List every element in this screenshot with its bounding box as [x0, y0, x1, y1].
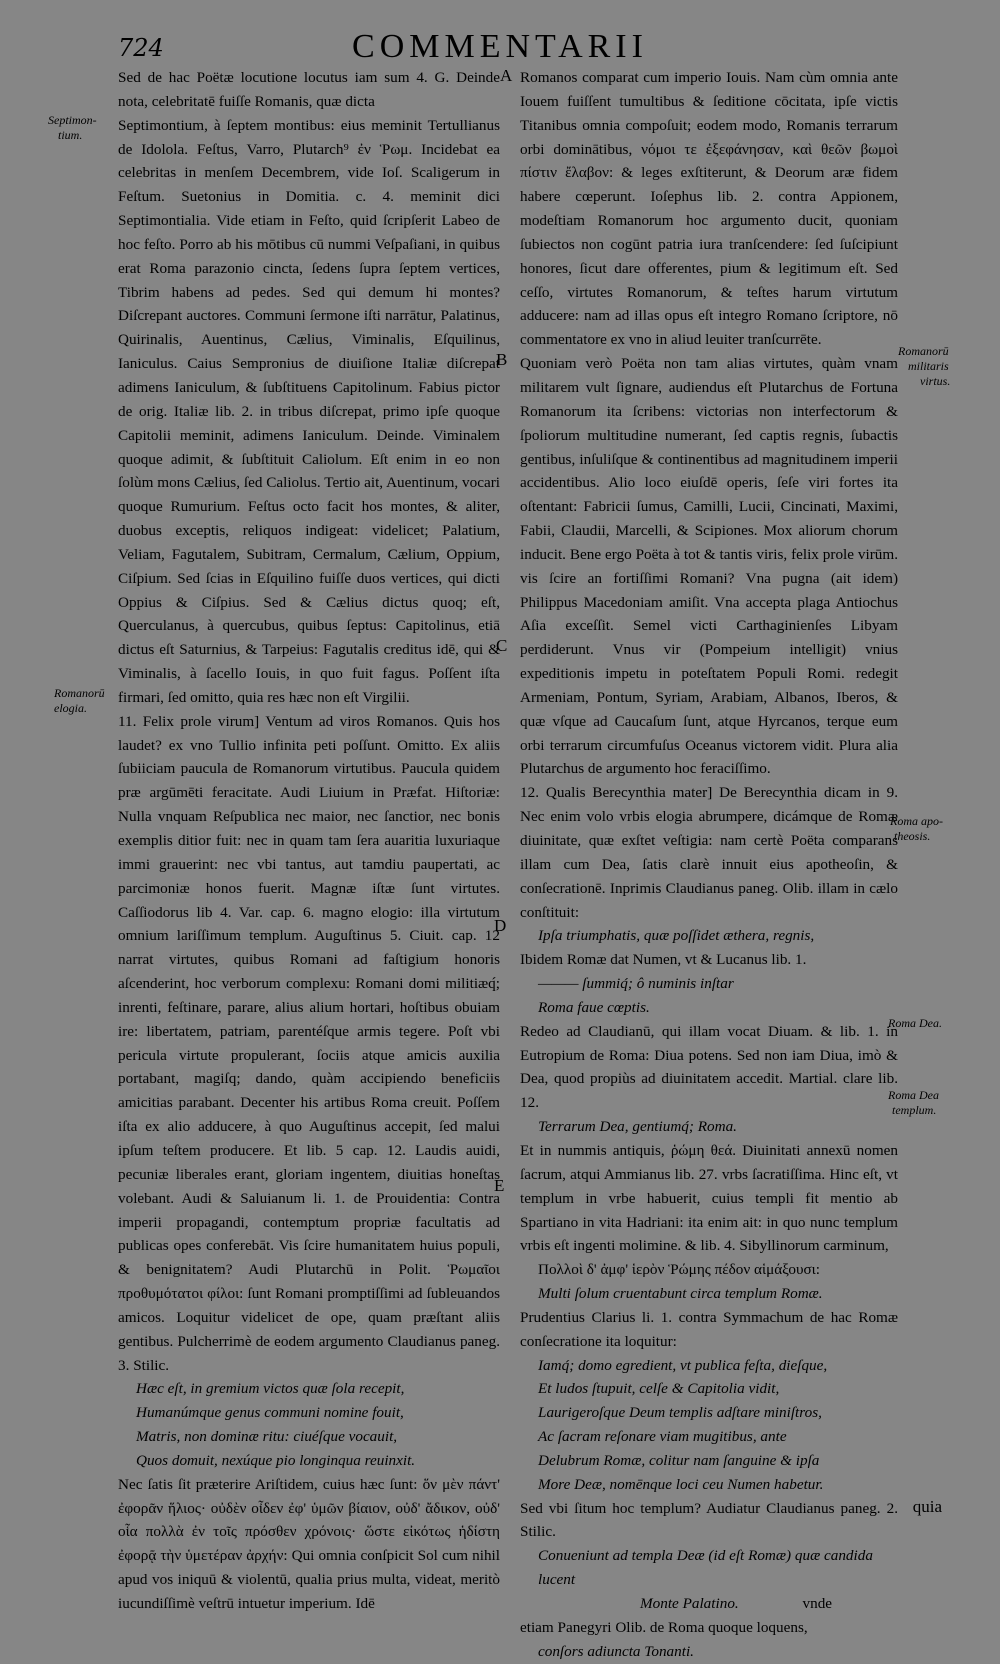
verse-line: More Deæ, nomēnque loci ceu Numen habetur. [538, 1475, 824, 1493]
margin-note-line: Septimon- [48, 113, 97, 127]
paragraph: Romanos comparat cum imperio Iouis. Nam cùm omnia ante Iouem fuiſſent tumultibus & ſeditione cōcitata, ipſe victis Titanibus omnia compoſuit; eodem modo, Romanis terrarum orbi dominātibus, νόμοι τε ἐξεφάνησαν, καὶ θεῶν βωμοὶ πίστιν ἔλαβον: & leges exſtiterunt, & Deorum aræ fidem habere cœperunt. Ioſephus lib. 2. contra Appionem, modeſtiam Romanorum hoc argumento ducit, quoniam ſubiectos non cogūnt patria iura tranſcendere: ſed ſuſcipiunt honores, ſicut dare offerentes, pium & legitimum eſt. Sed ceſſo, virtutes Romanorum, & teſtes harum virtutum adducere: nam ad illas opus eſt integro Romano ſcriptore, nō commentatore ex vno in aliud leuiter tranſcurrēte. [520, 69, 898, 349]
margin-note-line: Romanorū [898, 344, 949, 358]
margin-note-romanorum-elogia [54, 686, 105, 716]
paragraph: 11. Felix prole virum] Ventum ad viros Romanos. Quis hos laudet? ex vno Tullio infinita peti poſſunt. Omitto. Ex aliis ſubiiciam paucula de Romanorum virtutibus. Paucula quidem præ argūmēti feracitate. Audi Liuium in Præfat. Hiſtoriæ: Nulla vnquam Reſpublica nec maior, nec ſanctior, nec bonis exemplis ditior fuit: nec in quam tam ſera auaritia luxuriaque immi grauerint: nec vbi tantus, aut tamdiu paupertati, ac parcimoniæ honos fuerit. Magnæ iſtæ ſunt virtutes. Caſſiodorus lib 4. Var. cap. 6. magno elogio: illa virtutum omnium lariſſimum templum. Auguſtinus 5. Ciuit. cap. 12 narrat virtutes, quibus Romani ad faſtigium honoris aſcenderint, hoc verborum complexu: Romani domi militiæq́; inrenti, feſtinare, parare, alius alium hortari, hoſtibus obuiam ire: libertatem, patriam, parentéſque armis tegere. Poſt vbi pericula virtute propulerant, ſociis atque amicis auxilia portabant, magiſq; dando, quàm accipiendo beneficiis amicitias parabant. Decenter his artibus Roma creuit. Poſſem iſta ex alio adducere, à quo Auguſtinus accepit, ſed malui ipſum teſtem producere. Et lib. 5 cap. 12. Laudis auidi, pecuniæ liberales erant, gloriam ingentem, diuitias honeſtas volebant. Audi & Saluianum li. 1. de Prouidentia: Contra imperii propagandi, contemptum propriæ facultatis ad publicas opes conferebāt. Vis ſcire humanitatem huius populi, & benignitatem? Audi Plutarchū in Polit. Ῥωμαῖοι προθυμότατοι φίλοι: ſunt Romani promptiſſimi ad ſubleuandos amicos. Loquitur videlicet de ope, quam præſtant aliis gentibus. Pulcherrimè de eodem argumento Claudianus paneg. 3. Stilic. [118, 712, 500, 1374]
paragraph: Sed de hac Poëtæ locutione locutus iam sum 4. G. Deinde nota, celebritatē fuiſſe Romanis, quæ dicta [118, 69, 500, 110]
section-letter-d: D [494, 916, 507, 935]
verse-line: Hæc eſt, in gremium victos quæ ſola recepit, [136, 1380, 405, 1398]
greek-line: Πολλοὶ δ' ἀμφ' ἱερὸν Ῥώμης πέδον αἱμάξουσι: [538, 1261, 820, 1279]
verse-line: ——— ſummiq́; ô numinis inſtar [538, 975, 734, 993]
verse-line: Matris, non dominæ ritu: ciuéſque vocauit, [136, 1428, 398, 1446]
margin-note-line: militaris [908, 359, 949, 373]
running-title: COMMENTARII [352, 28, 648, 65]
verse-line: conſors adiuncta Tonanti. [538, 1642, 694, 1660]
verse-line: Multi ſolum cruentabunt circa templum Romæ. [538, 1285, 823, 1303]
page-number: 724 [118, 34, 164, 62]
verse-line [520, 1592, 898, 1616]
verse-line: Quos domuit, nexúque pio longinqua reuinxit. [136, 1451, 416, 1469]
margin-note-line: Romanorū [54, 686, 105, 700]
paragraph: Redeo ad Claudianū, qui illam vocat Diuam. & lib. 1. in Eutropium de Roma: Diua potens. Sed non iam Diua, imò & Dea, quod propiùs ad diuinitatem accedit. Martial. clare lib. 12. [520, 1022, 898, 1112]
verse-fragment: Monte Palatino. [640, 1595, 739, 1612]
paragraph: Nec ſatis ſit præterire Ariſtidem, cuius hæc ſunt: ὅν μὲν πάντ' ἐφορᾶν ἥλιος· οὐδὲν οἶδεν ἐφ' ὑμῶν βίαιον, οὐδ' ἄδικον, οὐδ' οἷα πολλὰ ἐν τοῖς πρόσθεν χρόνοις· ὥστε εἰκότως ἡδίστη ἐφορᾷ τὴν ὑμετέραν ἀρχήν: Qui omnia conſpicit Sol cum nihil apud vos iniquū & violentū, qualia prius multa, videat, meritò iucundiſſimè veſtrū intuetur imperium. Idē [118, 1475, 500, 1612]
margin-note-line: Roma Dea [888, 1088, 939, 1102]
left-column [118, 66, 500, 1616]
margin-note-line: virtus. [920, 374, 951, 388]
verse-line: Terrarum Dea, gentiumq́; Roma. [538, 1118, 737, 1136]
margin-note-line: theosis. [894, 829, 931, 843]
verse-line: Ipſa triumphatis, quæ poſſidet æthera, regnis, [538, 927, 815, 945]
margin-note-line: tium. [58, 128, 83, 142]
verse-line: Et ludos ſtupuit, celſe & Capitolia vidit, [538, 1380, 780, 1398]
paragraph: 12. Qualis Berecynthia mater] De Berecynthia dicam in 9. Nec enim volo vrbis elogia abrumpere, dicámque de Romæ diuinitate, quæ exſtet veſtigia: nam certè Poëta comparans illam cum Dea, ſatis clarè innuit eius apotheoſin, & conſecrationē. Inprimis Claudianus paneg. Olib. illam in cælo conſtituit: [520, 784, 898, 921]
paragraph: Ibidem Romæ dat Numen, vt & Lucanus lib. 1. [520, 951, 807, 969]
paragraph: Sed vbi ſitum hoc templum? Audiatur Claudianus paneg. 2. Stilic. [520, 1499, 898, 1541]
section-letter-b: B [496, 350, 508, 369]
section-letter-c: C [496, 636, 508, 655]
margin-note-militaris-virtus [898, 344, 950, 389]
margin-note-line: Roma Dea. [888, 1016, 942, 1030]
right-column [520, 66, 898, 1664]
verse-line: Roma faue cœptis. [538, 998, 650, 1016]
paragraph: Septimontium, à ſeptem montibus: eius meminit Tertullianus de Idolola. Feſtus, Varro, Plutarch⁹ ἐν Ῥωμ. Incidebat ea celebritas in menſem Decembrem, vide Ioſ. Scaligerum in Feſtum. Suetonius in Domitia. c. 4. meminit dici Septimontialia. Vide etiam in Feſto, quid ſcripſerit Labeo de hoc feſto. Porro ab his mōtibus cū nummi Veſpaſiani, in quibus erat Roma parazonio cincta, ſedens ſupra ſeptem vertices, Tibrim habens ad pedes. Sed qui demum hi montes? Diſcrepant auctores. Communi ſermone iſti narrātur, Palatinus, Quirinalis, Auentinus, Cælius, Viminalis, Eſquilinus, Ianiculus. Caius Sempronius de diuiſione Italiæ diſcrepat adimens Ianiculum, & ſubſtituens Capitolinum. Fabius pictor de orig. Italiæ lib. 2. in tribus diſcrepat, primo ipſe quoque Capitolii meminit, adimens Ianiculum. Deinde. Viminalem quoque adimit, & ſubſtituit Caliolum. Eſt enim in eo non ſolùm mons Cælius, ſed Caliolus. Tertio ait, Auentinum, vocari quoque Rumurium. Feſtus octo facit hos montes, & aliter, duobus exceptis, reliquos indigeat: videlicet; Palatium, Veliam, Fagutalem, Subitram, Cermalum, Cælium, Oppium, Ciſpium. Sed ſcias in Eſquilino fuiſſe duos vertices, qui dicti Oppius & Ciſpius. Sed & Cælius dictus quoq; eſt, Querculanus, à quercubus, quibus ſeptus: Capitolinus, etiā dictus eſt Saturnius, & Tarpeius: Fagutalis creditus idē, qui & Viminalis, à ſacello Iouis, in quo fuit fagus. Poſſent iſta firmari, ſed omitto, quia res hæc non eſt Virgilii. [118, 116, 500, 706]
verse-line: Delubrum Romæ, colitur nam ſanguine & ipſa [538, 1451, 820, 1469]
section-letter-a: A [500, 66, 513, 85]
paragraph: Quoniam verò Poëta non tam alias virtutes, quàm vnam militarem vult ſignare, audiendus eſt Plutarchus de Fortuna Romanorum ita ſcribens: victorias non interfectorum & ſpoliorum multitudine numerant, ſed captis regnis, ſubactis gentibus, inſuliſque & continentibus ad magnitudinem imperii accidentibus. Alio loco eiuſdē operis, ſeſe viri fortes ita oſtentant: Fabricii ſumus, Camilli, Lucii, Cincinati, Maximi, Fabii, Claudii, Marcelli, & Scipiones. Mox aliorum chorum inducit. Bene ergo Poëta à tot & tantis viris, felix prole virūm. vis ſcire an fortiſſimi Romani? Vna pugna (ait idem) Philippus Macedoniam amiſit. Vna accepta plaga Antiochus Aſia exceſſit. Semel victi Carthaginienſes Libyam perdiderunt. Vnus vir (Pompeium intelligit) vnius expeditionis impetu in poteſtatem Populi Romi. redegit Armeniam, Pontum, Syriam, Arabiam, Albanos, Iberos, & quæ vſque ad Caucaſum ſunt, atque Hyrcanos, terque eum orbi terrarum circumfuſus Oceanus victorem vidit. Plura alia Plutarchus de argumento hoc feraciſſimo. [520, 355, 898, 778]
page-header [110, 28, 890, 68]
verse-line: Conueniunt ad templa Deæ (id eſt Romæ) quæ candida lucent [538, 1547, 873, 1589]
section-letter-e: E [494, 1176, 505, 1195]
catchword: quia [912, 1497, 942, 1516]
paragraph: Prudentius Clarius li. 1. contra Symmachum de hac Romæ conſecratione ita loquitur: [520, 1308, 898, 1350]
margin-note-line: Roma apo- [890, 814, 943, 828]
margin-note-line: templum. [892, 1103, 937, 1117]
verse-fragment-unde: vnde [802, 1595, 833, 1612]
verse-line: Laurigeroſque Deum templis adſtare miniſtros, [538, 1404, 822, 1422]
paragraph: Et in nummis antiquis, ῥώμη θεά. Diuinitati annexū nomen ſacrum, atqui Ammianus lib. 27. vrbs ſacratiſſima. Hinc eſt, vt templum in vrbe habuerit, cuius templi fit mentio ab Spartiano in vita Hadriani: ita enim ait: in quo nunc templum vrbis eſt ingenti molimine. & lib. 4. Sibyllinorum carminum, [520, 1141, 898, 1255]
paragraph: etiam Panegyri Olib. de Roma quoque loquens, [520, 1618, 808, 1636]
margin-note-line: elogia. [54, 701, 87, 715]
verse-line: Humanúmque genus communi nomine fouit, [136, 1404, 404, 1422]
verse-line: Ac ſacram reſonare viam mugitibus, ante [538, 1428, 787, 1446]
verse-line: Iamq́; domo egredient, vt publica feſta, dieſque, [538, 1356, 828, 1374]
margin-note-septimontium [48, 113, 97, 143]
